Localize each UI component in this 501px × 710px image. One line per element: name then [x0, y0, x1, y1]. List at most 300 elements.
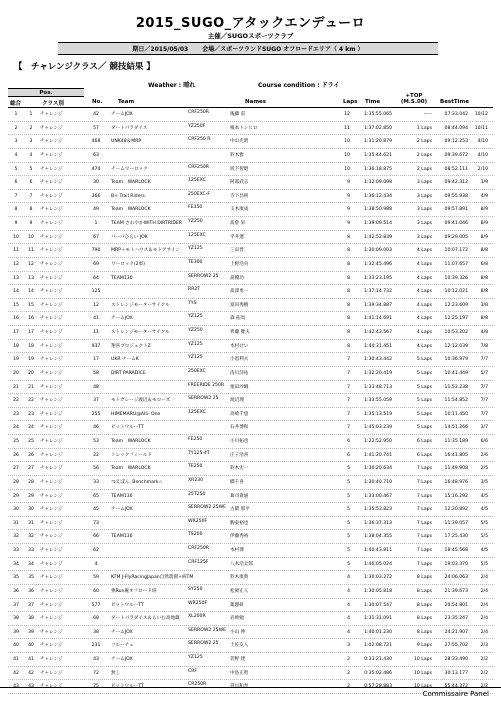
laps: 7 — [347, 425, 350, 431]
table-row — [8, 571, 493, 585]
machine: YZ125 — [188, 655, 203, 660]
rider-name: 鈴木康典 — [230, 575, 249, 581]
best-time: 10:39.326 — [444, 275, 468, 281]
table-row — [8, 599, 493, 613]
class-name: チャレンジ — [40, 684, 63, 690]
total-time: 1:46:05.024 — [364, 561, 392, 567]
class-pos: 33 — [28, 548, 34, 553]
laps: 5 — [347, 466, 350, 472]
class-pos: 19 — [28, 357, 34, 363]
rider-name: 橋千喜 — [230, 479, 244, 485]
number-header: No. — [92, 99, 103, 105]
overall-pos: 19 — [13, 357, 19, 363]
team-name: 翔喜プロジェクトZ — [111, 343, 151, 349]
weather-text: Weather : 晴れ — [148, 82, 196, 89]
class-pos: 23 — [28, 411, 34, 417]
rider-number: 1 — [94, 221, 98, 226]
best-time: 09:12.253 — [444, 139, 468, 145]
rider-name: 三田晋 — [230, 248, 244, 254]
class-pos: 32 — [28, 534, 34, 540]
class-name: チャレンジ — [40, 343, 63, 349]
machine: TS200 — [188, 532, 203, 538]
class-pos: 27 — [28, 466, 34, 472]
table-row — [8, 367, 493, 381]
total-time: 1:30:43.442 — [364, 357, 392, 363]
machine: FE350 — [188, 205, 203, 211]
best-time: 19:03.370 — [444, 561, 468, 567]
team-name: パーパひらい JOK — [111, 234, 148, 240]
best-lap: 3/9 — [480, 180, 488, 186]
page-title: 2015_SUGO_アタックエンデューロ — [135, 16, 366, 31]
overall-pos: 13 — [13, 275, 19, 281]
class-name: チャレンジ — [40, 207, 63, 213]
gap-to-top: 8 Laps — [416, 616, 432, 622]
rider-number: 57 — [93, 125, 99, 131]
laps: 5 — [347, 479, 350, 485]
best-time: 20:54.801 — [444, 602, 468, 608]
rider-name: 森 拓馬 — [230, 316, 246, 322]
overall-pos: 17 — [13, 330, 19, 335]
gap-to-top: 7 Laps — [416, 493, 432, 499]
total-time: 0:57:28.883 — [364, 684, 392, 690]
class-name: チャレンジ — [40, 657, 63, 662]
class-pos: 38 — [28, 616, 34, 622]
total-time: 1:38:50.988 — [364, 207, 392, 213]
class-name: チャレンジ — [40, 112, 63, 117]
best-lap: 8/9 — [480, 221, 488, 226]
best-lap: 4/5 — [480, 507, 488, 513]
machine: YZ250 — [188, 219, 203, 224]
laps: 8 — [347, 261, 350, 267]
team-name: チームJOX — [111, 112, 133, 117]
class-name: チャレンジ — [40, 275, 63, 281]
total-time: 1:36:12.434 — [364, 193, 392, 199]
rider-number: 45 — [93, 507, 99, 513]
laps: 9 — [347, 193, 350, 199]
machine: SY250 — [188, 586, 203, 592]
rider-number: 4 — [94, 561, 98, 567]
machine: CRF250 R — [188, 137, 211, 143]
rider-number: 65 — [93, 493, 99, 499]
class-name: チャレンジ — [40, 629, 63, 635]
total-time: 1:36:37.313 — [364, 520, 392, 526]
total-time: 1:32:09.098 — [364, 180, 392, 186]
overall-pos: 41 — [13, 657, 19, 662]
team-name: Team WARLOCK — [111, 180, 151, 186]
team-name: モトガレージ渡辺＆モローズ — [111, 398, 171, 404]
gap-to-top: 4 Laps — [416, 289, 432, 295]
event-info-bar — [58, 42, 438, 55]
table-row — [8, 217, 493, 231]
table-row — [8, 381, 493, 395]
best-time: 08:44.094 — [444, 125, 468, 131]
class-name: チャレンジ — [40, 588, 63, 594]
table-row — [8, 639, 493, 653]
rider-name: 齊藤 雅夫 — [230, 330, 250, 335]
rider-number: 62 — [93, 548, 99, 553]
rider-number: 72 — [93, 670, 99, 676]
best-time: 15:16.292 — [444, 493, 468, 499]
team-name: ストレンジモーターサイクル — [111, 330, 170, 335]
team-name: トレックフィールド — [111, 452, 152, 458]
class-name: チャレンジ — [40, 466, 63, 472]
class-pos: 11 — [28, 248, 34, 254]
laps: 9 — [347, 180, 350, 186]
rider-name: 阿部武志 — [230, 180, 249, 186]
machine: 250EXC-F — [188, 191, 210, 197]
class-pos: 34 — [28, 561, 34, 567]
class-name: チャレンジ — [40, 602, 63, 608]
laps: 6 — [347, 439, 350, 444]
footer-text: Commissaire Panel — [422, 690, 489, 698]
laps: 7 — [347, 384, 350, 390]
best-time: 16:41.805 — [444, 452, 468, 458]
gap-to-top: 8 Laps — [416, 602, 432, 608]
class-name: チャレンジ — [40, 125, 63, 131]
rider-number: 41 — [93, 316, 99, 322]
laps: 8 — [347, 234, 350, 240]
gap-to-top: 7 Laps — [416, 548, 432, 553]
rider-number: 60 — [93, 588, 99, 594]
best-lap: 6/8 — [480, 261, 488, 267]
rider-number: 38 — [93, 629, 99, 635]
overall-pos: 20 — [13, 370, 19, 376]
class-pos: 29 — [28, 493, 34, 499]
class-pos: 41 — [28, 657, 34, 662]
rider-number: 59 — [93, 575, 99, 581]
gap-to-top: 7 Laps — [416, 520, 432, 526]
gap-to-top: 8 Laps — [416, 575, 432, 581]
team-name: チームJOX — [111, 316, 133, 322]
total-time: 1:40:01.230 — [364, 629, 392, 635]
total-time: 1:30:09.003 — [364, 248, 392, 254]
best-lap: 5/5 — [480, 520, 488, 526]
best-time: 11:49.908 — [444, 466, 468, 472]
machine: YZ250 — [188, 328, 203, 333]
laps: 5 — [347, 507, 350, 513]
table-row — [8, 517, 493, 531]
organizer-text: 主催／SUGOスポーツクラブ — [207, 32, 294, 40]
best-time: 16:48.976 — [444, 479, 468, 485]
laps: 8 — [347, 275, 350, 281]
best-time: 12:12.039 — [444, 343, 468, 349]
class-pos: 25 — [28, 439, 34, 444]
laps: 4 — [347, 629, 350, 635]
class-pos: 6 — [29, 180, 33, 186]
total-time: 1:35:44.621 — [364, 152, 392, 158]
overall-pos: 39 — [13, 629, 19, 635]
team-name: フルーチェ — [111, 643, 134, 649]
gap-to-top: 6 Laps — [416, 439, 432, 444]
class-name: チャレンジ — [40, 575, 63, 581]
laps: 5 — [347, 534, 350, 540]
laps: 8 — [347, 289, 350, 295]
rider-name: 清川洋祐 — [230, 370, 249, 376]
team-name: ダートパラダイス＆らいむ高地蔵 — [111, 616, 180, 622]
class-name: チャレンジ — [40, 439, 63, 444]
best-time: 10:12.021 — [444, 289, 468, 295]
machine: SERROW2 25 — [188, 641, 219, 647]
class-name: チャレンジ — [40, 411, 63, 417]
table-row — [8, 244, 493, 258]
best-lap: 5/7 — [480, 370, 488, 376]
laps: 8 — [347, 302, 350, 308]
machine: TE250 — [188, 464, 203, 470]
class-pos: 22 — [28, 398, 34, 404]
rider-number: 68 — [93, 616, 99, 622]
total-time: 1:36:18.875 — [364, 166, 392, 172]
rider-number: 67 — [93, 234, 99, 240]
table-row — [8, 408, 493, 422]
machine: 125EXC — [188, 409, 206, 415]
class-name: チャレンジ — [40, 616, 63, 622]
best-time: 28:33.490 — [444, 657, 468, 662]
course-condition-text: Course condition : ドライ — [258, 82, 340, 89]
machine: SERROW2 25 — [188, 396, 219, 402]
best-lap: 7/7 — [480, 384, 488, 390]
gap-to-top: 2 Laps — [416, 152, 432, 158]
best-lap: 3/8 — [480, 302, 488, 308]
rider-name: 髙澤勇一 — [230, 289, 249, 295]
gap-to-top: 5 Laps — [416, 425, 432, 431]
class-name: チャレンジ — [40, 302, 63, 308]
gap-header: +TOP (M.S.00) — [400, 93, 428, 105]
total-time: 1:39:09.514 — [364, 221, 392, 226]
rider-name: 鈴木宏一 — [230, 466, 249, 472]
time-header: Time — [365, 99, 381, 105]
table-row — [8, 490, 493, 504]
best-lap: 4/10 — [477, 152, 488, 158]
gap-to-top: 4 Laps — [416, 261, 432, 267]
gap-to-top: 3 Laps — [416, 180, 432, 186]
rider-number: 63 — [93, 152, 99, 158]
best-time: 30:13.177 — [444, 670, 468, 676]
total-time: 1:33:23.195 — [364, 275, 392, 281]
table-row — [8, 544, 493, 558]
machine: TYS — [188, 300, 197, 306]
class-pos: 1 — [29, 112, 33, 117]
total-time: 1:38:04.355 — [364, 534, 392, 540]
team-name: ダートパラダイス — [111, 125, 148, 131]
table-row — [8, 285, 493, 299]
machine: 125EXC — [188, 232, 206, 238]
rider-name: 駒東裕也 — [230, 520, 249, 526]
class-pos: 17 — [28, 330, 34, 335]
total-time: 1:30:20.634 — [364, 466, 392, 472]
total-time: 1:32:20.419 — [364, 370, 392, 376]
laps: 4 — [347, 602, 350, 608]
rider-number: 17 — [93, 357, 99, 363]
laps: 7 — [347, 411, 350, 417]
best-time: 08:52.111 — [444, 166, 468, 172]
laps: 5 — [347, 520, 350, 526]
overall-pos: 23 — [13, 411, 19, 417]
rider-number: 474 — [91, 166, 101, 172]
class-name: チャレンジ — [40, 507, 63, 513]
table-row — [8, 149, 493, 163]
overall-pos: 31 — [13, 520, 19, 526]
overall-pos: 29 — [13, 493, 19, 499]
class-pos: 2 — [29, 125, 33, 131]
laps: 9 — [347, 207, 350, 213]
best-time: 10:41.449 — [444, 370, 468, 376]
machine: 250EXC — [188, 368, 206, 374]
rider-number: 75 — [93, 684, 99, 690]
best-lap: 5/5 — [480, 561, 488, 567]
laps: 10 — [344, 166, 350, 172]
table-row — [8, 612, 493, 626]
overall-pos: 6 — [14, 180, 18, 186]
rider-number: 33 — [93, 479, 99, 485]
table-row — [8, 585, 493, 599]
class-name: チャレンジ — [40, 193, 63, 199]
gap-to-top: 3 Laps — [416, 193, 432, 199]
machine: 25T250 — [188, 491, 206, 497]
rider-number: 11 — [93, 330, 99, 335]
rider-name: 薬理研 — [230, 602, 244, 608]
team-name: DIRT PARADICE — [111, 370, 146, 376]
gap-to-top: 9 Laps — [416, 643, 432, 649]
class-pos: 26 — [28, 452, 34, 458]
class-pos: 37 — [28, 602, 34, 608]
table-row — [8, 340, 493, 354]
class-pos: 24 — [28, 425, 34, 431]
class-pos: 16 — [28, 316, 34, 322]
event-date: 期日／2015/05/03 — [132, 46, 189, 53]
total-time: 1:42:52.839 — [364, 234, 392, 240]
best-time: 12:20.892 — [444, 507, 468, 513]
class-pos: 5 — [29, 166, 33, 172]
class-name: チャレンジ — [40, 234, 63, 240]
gap-to-top: 2 Laps — [416, 166, 432, 172]
team-name: UNK48＆MRP — [111, 139, 142, 145]
gap-to-top: 10 Laps — [414, 670, 432, 676]
class-name: チャレンジ — [40, 316, 63, 322]
class-name: チャレンジ — [40, 493, 63, 499]
rider-name: 小山 伸 — [230, 629, 246, 635]
best-lap: 2/2 — [480, 684, 488, 690]
overall-pos: 12 — [13, 261, 19, 267]
rider-number: 937 — [91, 343, 101, 349]
total-time: 1:30:03.272 — [364, 575, 392, 581]
rider-name: 石井博和 — [230, 425, 249, 431]
best-lap: 5/5 — [480, 534, 488, 540]
gap-to-top: 7 Laps — [416, 561, 432, 567]
total-time: 1:35:13.519 — [364, 411, 392, 417]
total-time: 1:35:53.823 — [364, 507, 392, 513]
best-time: 11:07.657 — [444, 261, 468, 267]
class-pos: 7 — [29, 193, 33, 199]
gap-to-top: 5 Laps — [416, 398, 432, 404]
overall-pos: 15 — [13, 302, 19, 308]
laps: 2 — [347, 657, 350, 662]
best-lap: 3/7 — [480, 425, 488, 431]
rider-name: 中島正智 — [230, 670, 249, 676]
gap-to-top: 3 Laps — [416, 234, 432, 240]
rider-name: 小川拓也 — [230, 439, 249, 444]
gap-to-top: 4 Laps — [416, 343, 432, 349]
class-name: チャレンジ — [40, 139, 63, 145]
table-row — [8, 312, 493, 326]
team-name: Team WARLOCK — [111, 207, 151, 213]
class-name: チャレンジ — [40, 534, 63, 540]
gap-to-top: 7 Laps — [416, 507, 432, 513]
class-pos: 12 — [28, 261, 34, 267]
overall-pos: 33 — [13, 548, 19, 553]
laps: 8 — [347, 343, 350, 349]
laps: 10 — [344, 152, 350, 158]
overall-pos: 42 — [13, 670, 19, 676]
gap-to-top: 7 Laps — [416, 479, 432, 485]
team-name: Team WARLOCK — [111, 466, 151, 472]
class-pos: 40 — [28, 643, 34, 649]
overall-pos: 38 — [13, 616, 19, 622]
team-name: ビットウルーTT — [111, 684, 144, 690]
laps: 9 — [347, 221, 350, 226]
class-pos: 30 — [28, 507, 34, 513]
rider-number: 125 — [91, 289, 101, 295]
overall-pos: 27 — [13, 466, 19, 472]
best-time: 23:35.247 — [444, 616, 468, 622]
gap-to-top: 8 Laps — [416, 588, 432, 594]
class-pos: 42 — [28, 670, 34, 676]
class-name: チャレンジ — [40, 643, 63, 649]
rider-name: 古閑 那平 — [230, 507, 250, 513]
overall-pos: 16 — [13, 316, 19, 322]
best-lap: 2/5 — [480, 466, 488, 472]
overall-pos: 43 — [13, 684, 19, 690]
overall-pos: 18 — [13, 343, 19, 349]
total-time: 1:35:55.065 — [364, 112, 392, 117]
machine: SERROW2 25 — [188, 273, 219, 279]
overall-pos: 25 — [13, 439, 19, 444]
gap-to-top: 4 Laps — [416, 330, 432, 335]
table-row — [8, 421, 493, 435]
total-time: 0:33:21.430 — [364, 657, 392, 662]
overall-pos: 2 — [14, 125, 18, 131]
team-name: MRP＋モトハウス＆モトアサイン — [111, 248, 180, 254]
class-pos: 21 — [28, 384, 34, 390]
overall-pos: 22 — [13, 398, 19, 404]
table-row — [8, 122, 493, 136]
best-lap: 4/10 — [477, 139, 488, 145]
class-name: チャレンジ — [40, 520, 63, 526]
best-time: 09:55.938 — [444, 193, 468, 199]
rider-name: 渡辺理 — [230, 398, 244, 404]
overall-pos: 8 — [14, 207, 18, 213]
best-lap: 10/11 — [474, 125, 488, 131]
best-lap: 4/5 — [480, 548, 488, 553]
rider-name: 坂下智昭 — [230, 166, 249, 172]
best-time: 24:21.907 — [444, 629, 468, 635]
team-name: TEAM130 — [111, 275, 133, 281]
laps: 5 — [347, 561, 350, 567]
team-name: ストレンジモーターサイクル — [111, 302, 170, 308]
class-pos: 18 — [28, 343, 34, 349]
best-lap: 2/10 — [477, 166, 488, 172]
rider-number: 58 — [93, 370, 99, 376]
gap-to-top: 7 Laps — [416, 534, 432, 540]
machine: WR250F — [188, 600, 208, 606]
rider-name: 玉木康成 — [230, 207, 249, 213]
best-time: 11:54.852 — [444, 398, 468, 404]
class-pos: 3 — [29, 139, 33, 145]
laps: 6 — [347, 452, 350, 458]
gap-to-top: 5 Laps — [416, 370, 432, 376]
best-lap: 7/7 — [480, 398, 488, 404]
rider-name: 菅野 建 — [230, 657, 246, 662]
team-name: Team WARLOCK — [111, 439, 151, 444]
